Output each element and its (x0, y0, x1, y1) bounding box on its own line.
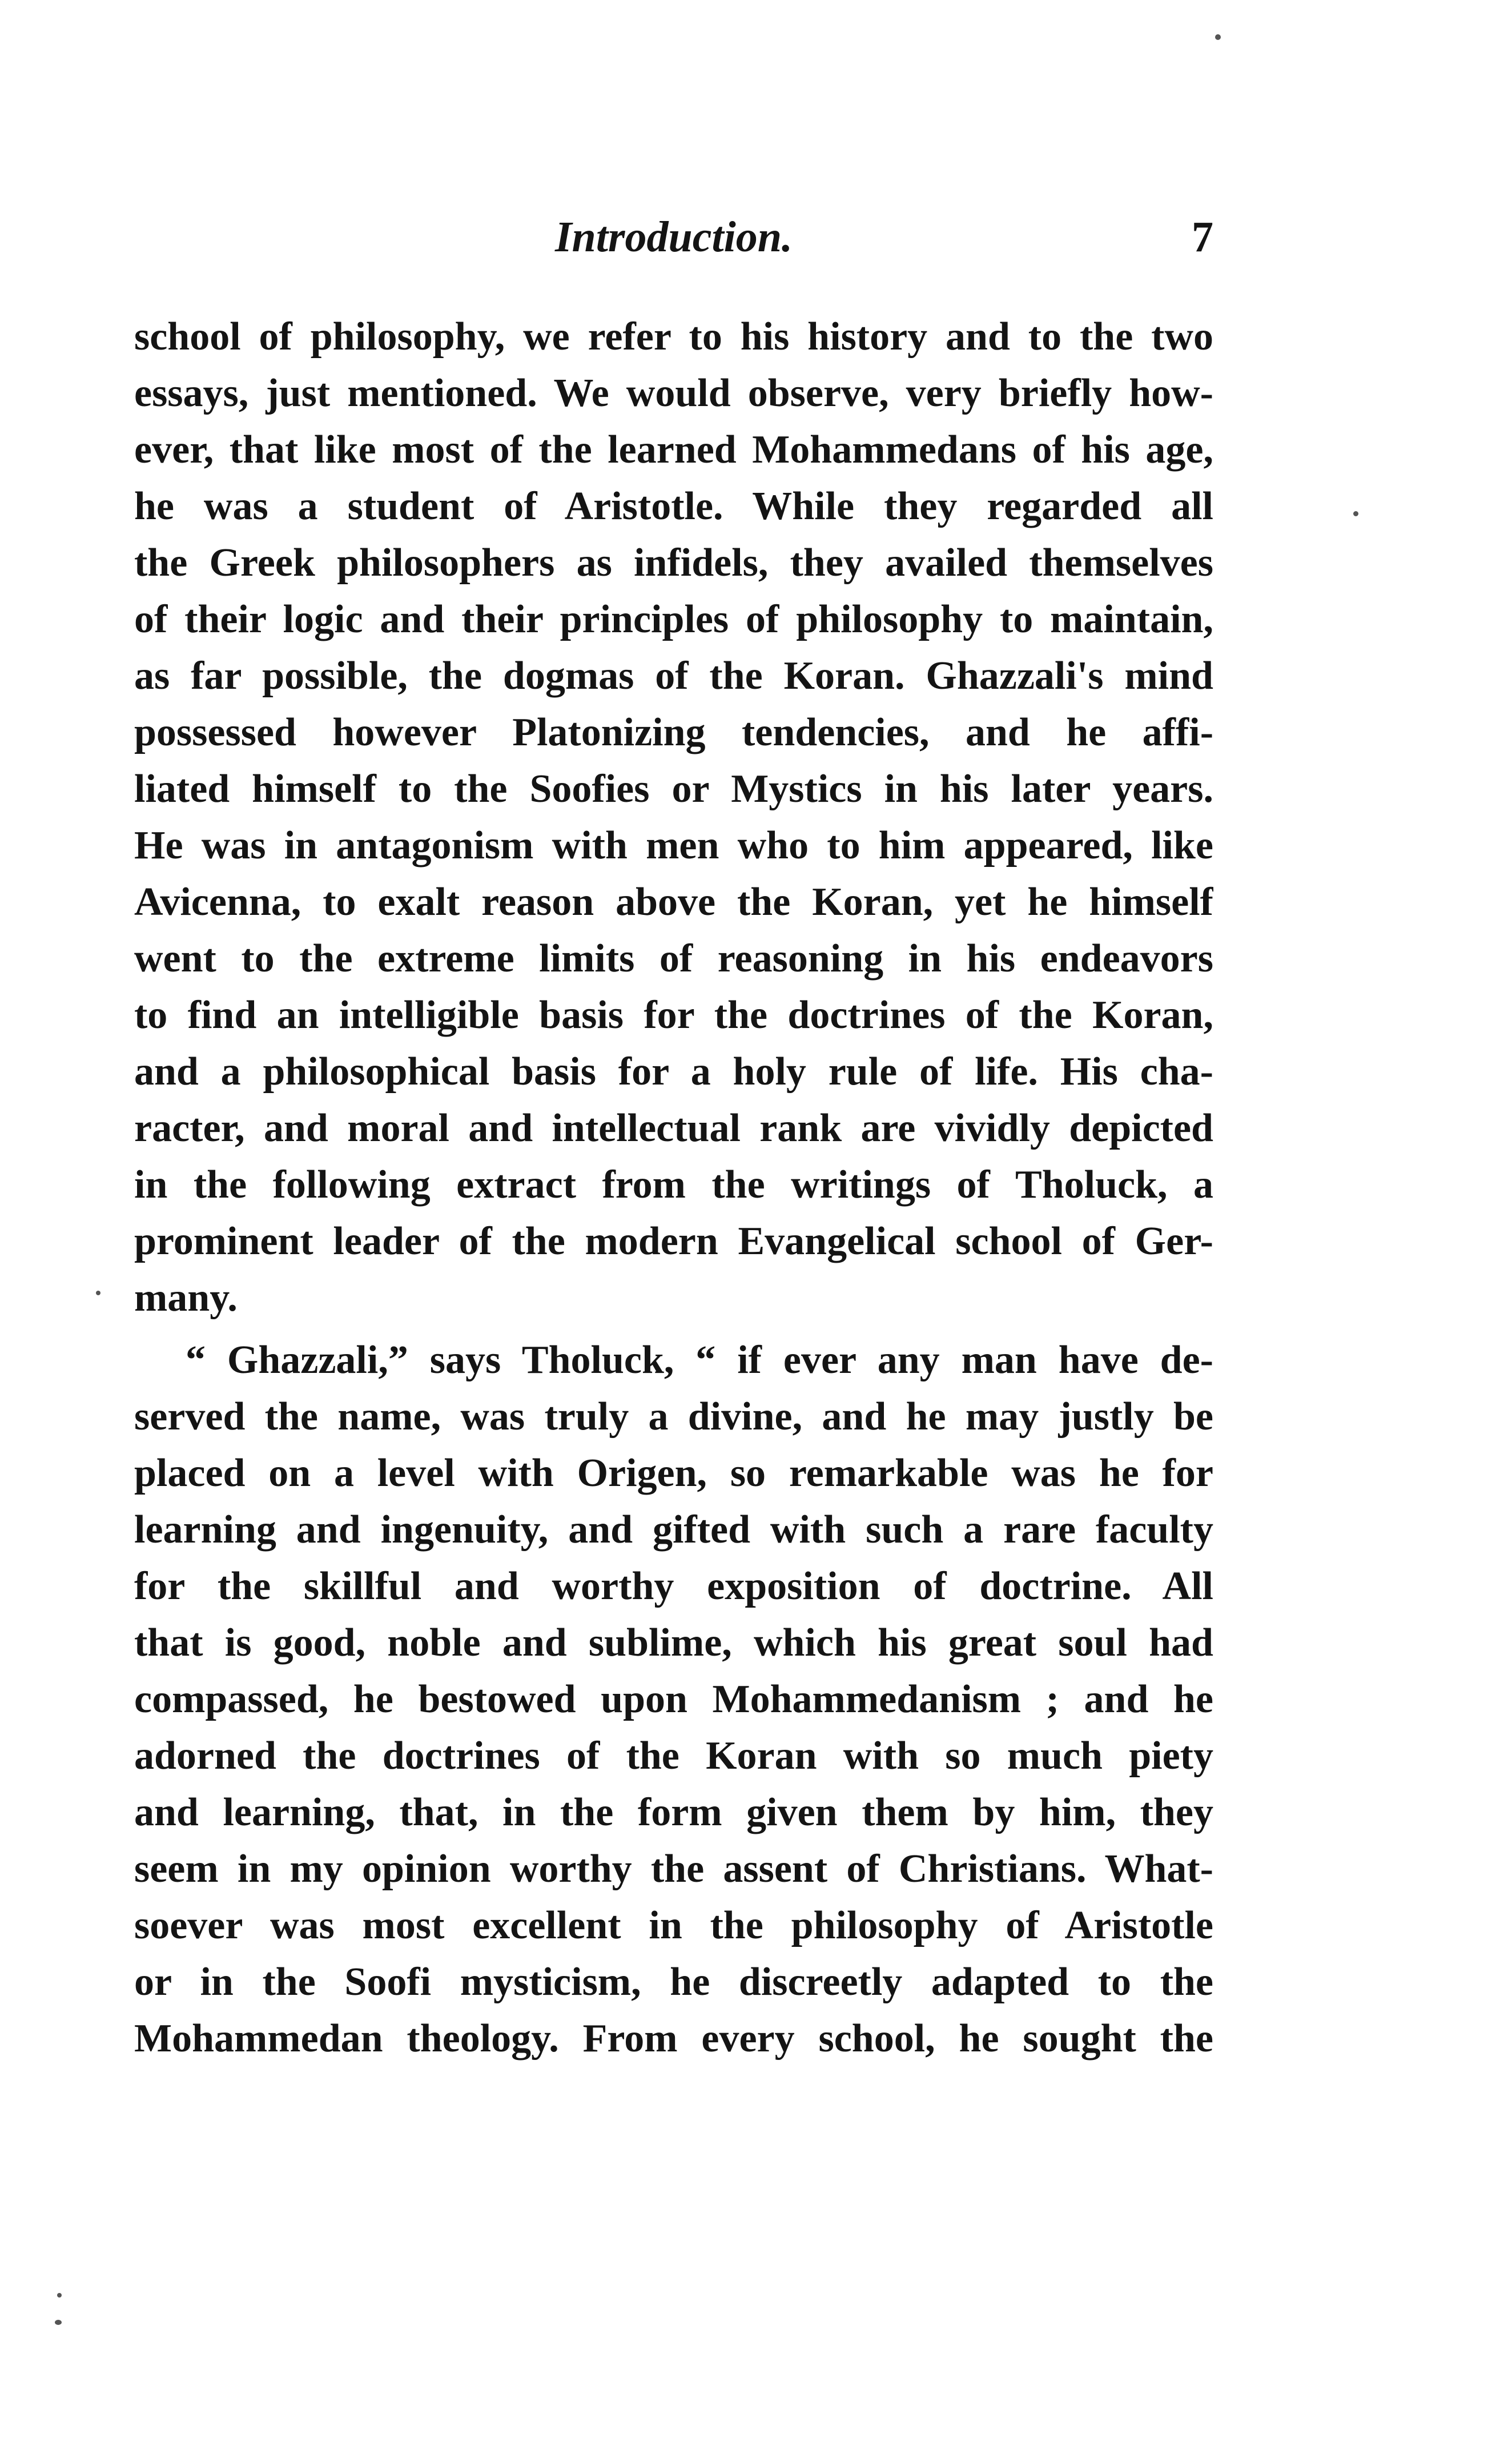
text-line: possessed however Platonizing tendencies, and he affi- (134, 710, 1213, 754)
running-title: Introduction. (554, 213, 793, 261)
text-line: went to the extreme limits of reasoning in his endeavors (134, 937, 1213, 981)
text-line: in the following extract from the writings of Tholuck, a (134, 1163, 1213, 1207)
text-line: as far possible, the dogmas of the Koran. Ghazzali's mind (134, 654, 1213, 698)
text-line: soever was most excellent in the philosophy of Aristotle (134, 1903, 1213, 1947)
body-text (134, 308, 1213, 2067)
scan-speck (96, 1291, 100, 1295)
text-line: for the skillful and worthy exposition of doctrine. All (134, 1564, 1213, 1608)
paragraph-1 (134, 308, 1213, 1326)
paragraph-gap (134, 1326, 1213, 1332)
text-line: that is good, noble and sublime, which his great soul had (134, 1621, 1213, 1665)
text-line: prominent leader of the modern Evangelical school of Ger- (134, 1219, 1213, 1263)
text-line: the Greek philosophers as infidels, they availed themselves (134, 541, 1213, 585)
page-number: 7 (1192, 213, 1213, 261)
text-line: and learning, that, in the form given them by him, they (134, 1790, 1213, 1834)
text-line: or in the Soofi mysticism, he discreetly adapted to the (134, 1960, 1213, 2004)
scan-speck (57, 2293, 62, 2298)
text-line: racter, and moral and intellectual rank are vividly depicted (134, 1106, 1213, 1150)
text-line: he was a student of Aristotle. While they regarded all (134, 484, 1213, 528)
text-line: placed on a level with Origen, so remarkable was he for (134, 1451, 1213, 1495)
text-line: compassed, he bestowed upon Mohammedanism ; and he (134, 1677, 1213, 1721)
text-line: Mohammedan theology. From every school, he sought the (134, 2017, 1213, 2061)
text-line: liated himself to the Soofies or Mystics in his later years. (134, 767, 1213, 811)
paragraph-2 (134, 1332, 1213, 2067)
running-head (134, 206, 1213, 268)
text-line: to find an intelligible basis for the doctrines of the Koran, (134, 993, 1213, 1037)
text-line: learning and ingenuity, and gifted with such a rare faculty (134, 1508, 1213, 1552)
text-line: school of philosophy, we refer to his history and to the two (134, 315, 1213, 359)
text-line: He was in antagonism with men who to him appeared, like (134, 824, 1213, 867)
text-line: many. (134, 1276, 238, 1320)
scan-speck (1215, 34, 1221, 40)
text-line: of their logic and their principles of philosophy to maintain, (134, 597, 1213, 641)
text-line: and a philosophical basis for a holy rule of life. His cha- (134, 1050, 1213, 1094)
text-line: seem in my opinion worthy the assent of Christians. What- (134, 1847, 1213, 1891)
text-line: Avicenna, to exalt reason above the Koran, yet he himself (134, 880, 1213, 924)
scan-speck (55, 2320, 62, 2325)
scan-speck (1353, 511, 1358, 516)
text-line: adorned the doctrines of the Koran with so much piety (134, 1734, 1213, 1778)
text-line: ever, that like most of the learned Mohammedans of his age, (134, 428, 1213, 472)
text-line: served the name, was truly a divine, and he may justly be (134, 1395, 1213, 1439)
text-line: “ Ghazzali,” says Tholuck, “ if ever any man have de- (186, 1338, 1213, 1382)
text-line: essays, just mentioned. We would observe, very briefly how- (134, 371, 1213, 415)
